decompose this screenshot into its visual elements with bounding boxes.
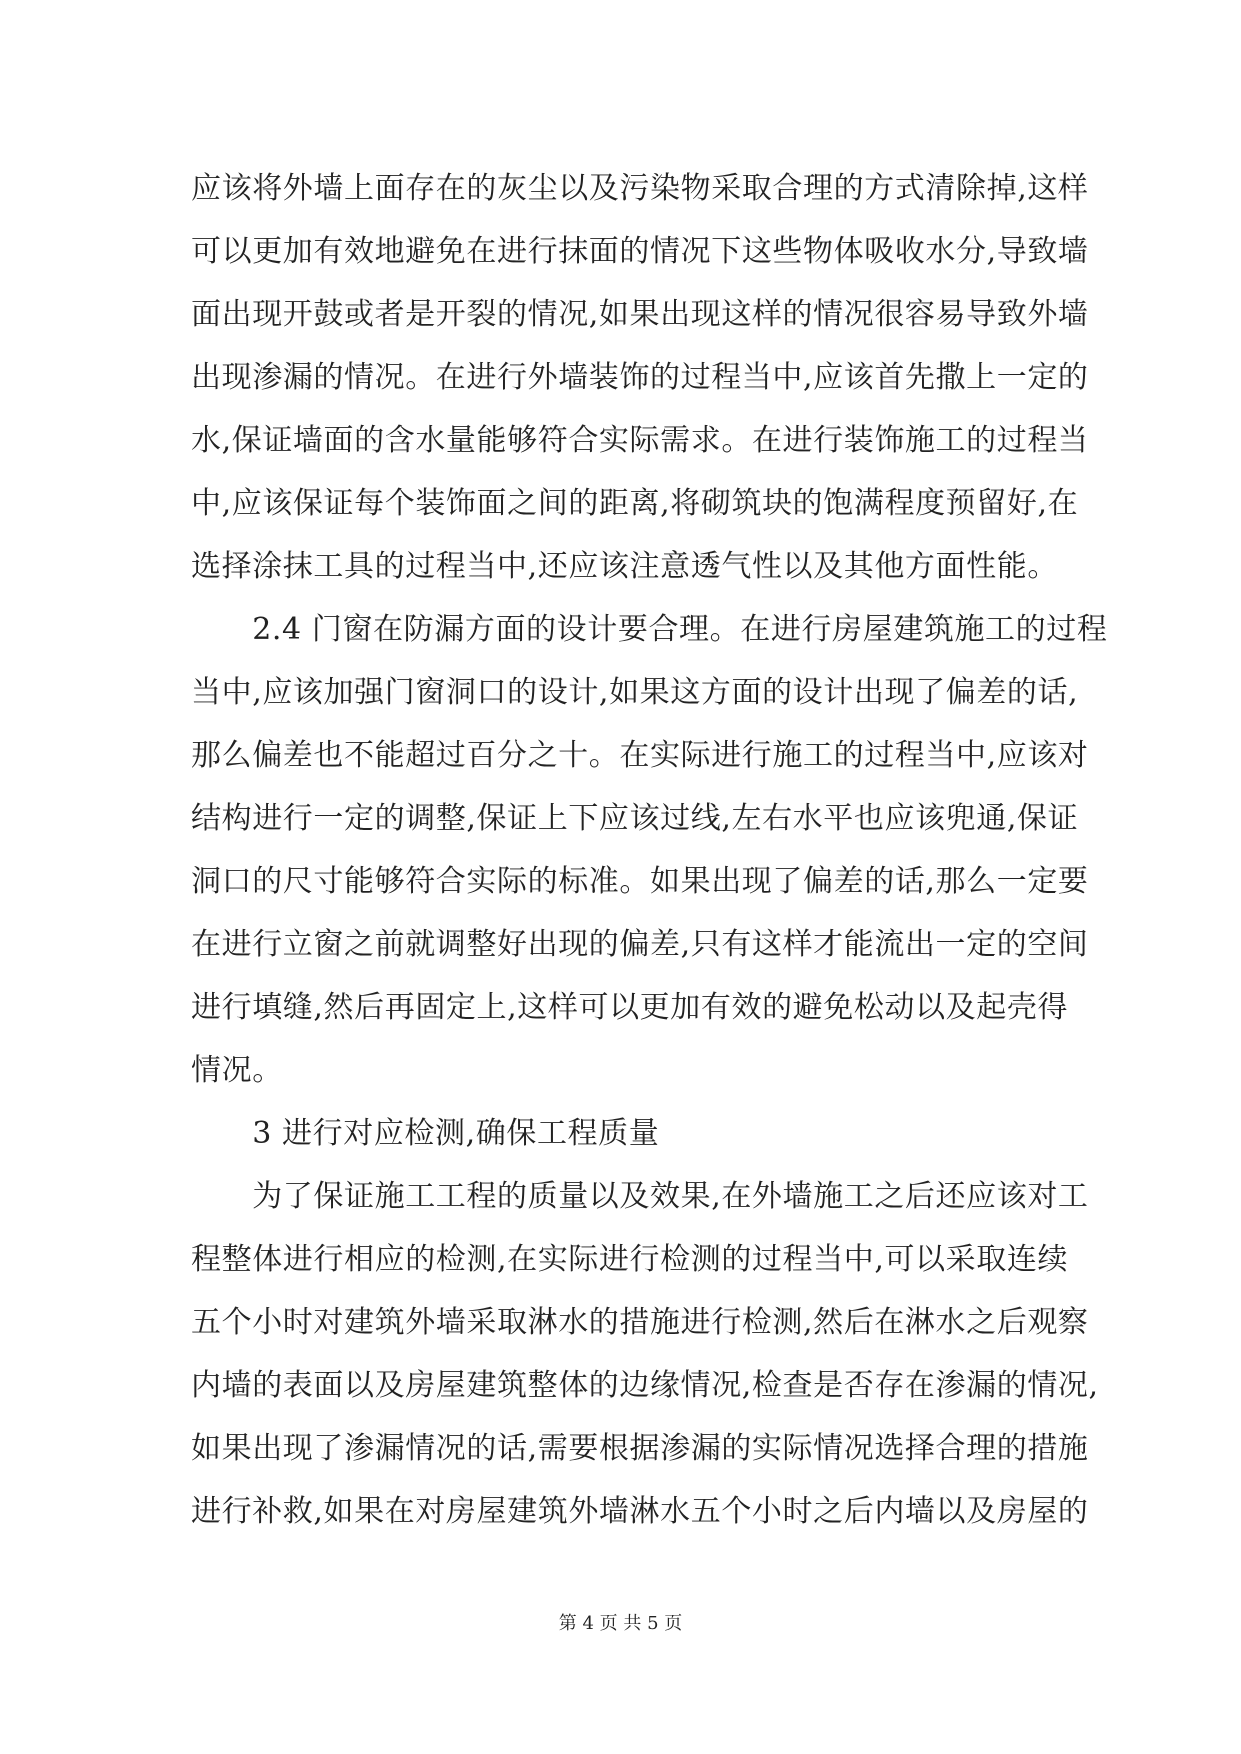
text-line: 中,应该保证每个装饰面之间的距离,将砌筑块的饱满程度预留好,在	[191, 486, 1079, 521]
text-line: 那么偏差也不能超过百分之十。在实际进行施工的过程当中,应该对	[191, 738, 1089, 773]
section-heading-line: 2.4 门窗在防漏方面的设计要合理。在进行房屋建筑施工的过程	[191, 612, 1108, 647]
text-line: 可以更加有效地避免在进行抹面的情况下这些物体吸收水分,导致墙	[191, 234, 1089, 269]
text-line: 五个小时对建筑外墙采取淋水的措施进行检测,然后在淋水之后观察	[191, 1305, 1089, 1340]
text-line: 在进行立窗之前就调整好出现的偏差,只有这样才能流出一定的空间	[191, 927, 1089, 962]
text-line: 当中,应该加强门窗洞口的设计,如果这方面的设计出现了偏差的话,	[191, 675, 1079, 710]
text-line: 内墙的表面以及房屋建筑整体的边缘情况,检查是否存在渗漏的情况,	[191, 1368, 1099, 1403]
text-line: 进行补救,如果在对房屋建筑外墙淋水五个小时之后内墙以及房屋的	[191, 1494, 1089, 1529]
page-footer	[0, 1612, 1241, 1636]
text-line: 应该将外墙上面存在的灰尘以及污染物采取合理的方式清除掉,这样	[191, 171, 1089, 206]
section-heading: 3 进行对应检测,确保工程质量	[191, 1116, 660, 1151]
page-number: 第 4 页 共 5 页	[558, 1613, 683, 1634]
text-line: 面出现开鼓或者是开裂的情况,如果出现这样的情况很容易导致外墙	[191, 297, 1089, 332]
text-line: 洞口的尺寸能够符合实际的标准。如果出现了偏差的话,那么一定要	[191, 864, 1089, 899]
text-line: 情况。	[191, 1053, 283, 1088]
document-body	[191, 157, 1108, 1543]
text-line: 选择涂抹工具的过程当中,还应该注意透气性以及其他方面性能。	[191, 549, 1058, 584]
text-line: 为了保证施工工程的质量以及效果,在外墙施工之后还应该对工	[191, 1179, 1089, 1214]
text-line: 如果出现了渗漏情况的话,需要根据渗漏的实际情况选择合理的措施	[191, 1431, 1089, 1466]
text-line: 出现渗漏的情况。在进行外墙装饰的过程当中,应该首先撒上一定的	[191, 360, 1089, 395]
text-line: 结构进行一定的调整,保证上下应该过线,左右水平也应该兜通,保证	[191, 801, 1079, 836]
text-line: 程整体进行相应的检测,在实际进行检测的过程当中,可以采取连续	[191, 1242, 1069, 1277]
text-line: 水,保证墙面的含水量能够符合实际需求。在进行装饰施工的过程当	[191, 423, 1089, 458]
text-line: 进行填缝,然后再固定上,这样可以更加有效的避免松动以及起壳得	[191, 990, 1069, 1025]
